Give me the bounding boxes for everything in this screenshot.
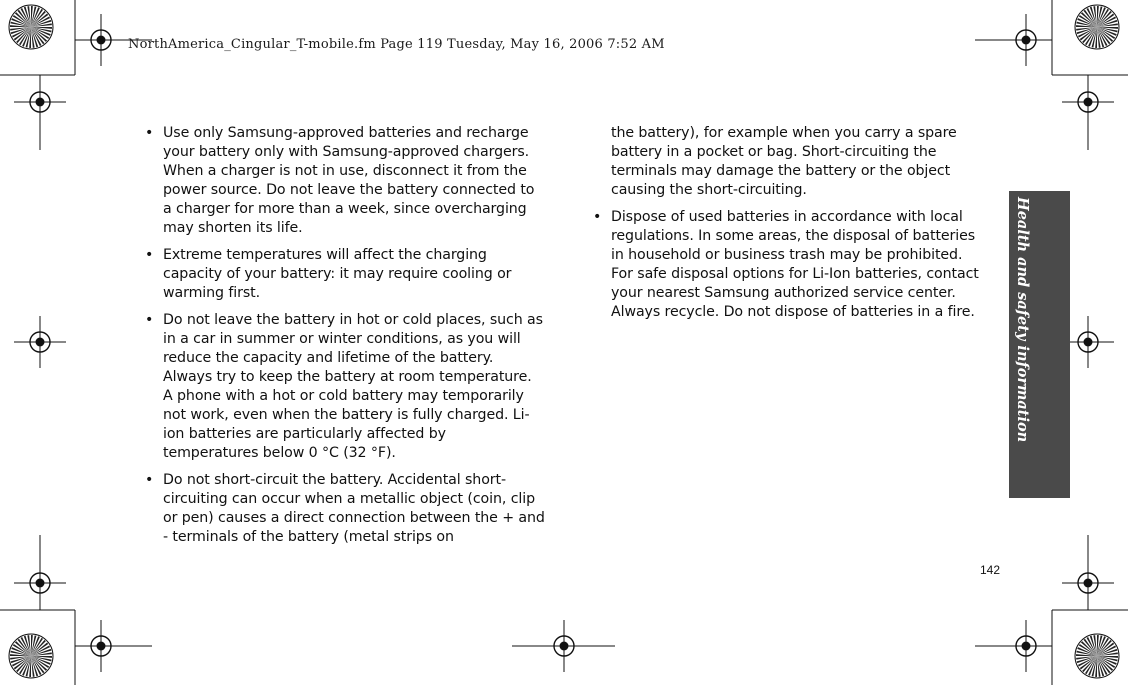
- left-column-bullet-list: [145, 124, 545, 555]
- bullet: •: [593, 209, 602, 225]
- list-item: [145, 246, 545, 303]
- list-item-text: Extreme temperatures will affect the charging capacity of your battery: it may require cooling or warming first.: [163, 247, 512, 301]
- list-item-text: Use only Samsung-approved batteries and recharge your battery only with Samsung-approved chargers. When a charger is not in use, disconnect it from the power source. Do not leave the battery connected to a charger for more than a week, since overcharging may shorten its life.: [163, 125, 535, 236]
- list-item: [593, 208, 988, 322]
- list-item: [145, 471, 545, 547]
- list-item-text: Do not leave the battery in hot or cold places, such as in a car in summer or winter conditions, as you will reduce the capacity and lifetime of the battery. Always try to keep the battery at room temperature. A phone with a hot or cold battery may temporarily not work, even when the battery is fully charged. Li-ion batteries are particularly affected by temperatures below 0 °C (32 °F).: [163, 312, 543, 461]
- bullet: •: [145, 472, 154, 488]
- list-item-continuation: [593, 124, 988, 200]
- list-item: [145, 124, 545, 238]
- list-item-text: the battery), for example when you carry a spare battery in a pocket or bag. Short-circuiting the terminals may damage the battery or the object causing the short-circuiting.: [611, 125, 957, 198]
- section-side-tab-label: Health and safety information: [1014, 197, 1031, 443]
- bullet: •: [145, 125, 154, 141]
- page-number: 142: [980, 563, 1001, 577]
- list-item: [145, 311, 545, 463]
- bullet: •: [145, 247, 154, 263]
- print-file-header: NorthAmerica_Cingular_T-mobile.fm Page 119 Tuesday, May 16, 2006 7:52 AM: [128, 37, 665, 52]
- list-item-text: Do not short-circuit the battery. Accidental short-circuiting can occur when a metallic object (coin, clip or pen) causes a direct connection between the + and - terminals of the battery (metal strips on: [163, 472, 545, 545]
- list-item-text: Dispose of used batteries in accordance with local regulations. In some areas, the disposal of batteries in household or business trash may be prohibited. For safe disposal options for Li-Ion batteries, contact your nearest Samsung authorized service center. Always recycle. Do not dispose of batteries in a fire.: [611, 209, 979, 320]
- right-column-bullet-list: [593, 124, 988, 330]
- bullet: •: [145, 312, 154, 328]
